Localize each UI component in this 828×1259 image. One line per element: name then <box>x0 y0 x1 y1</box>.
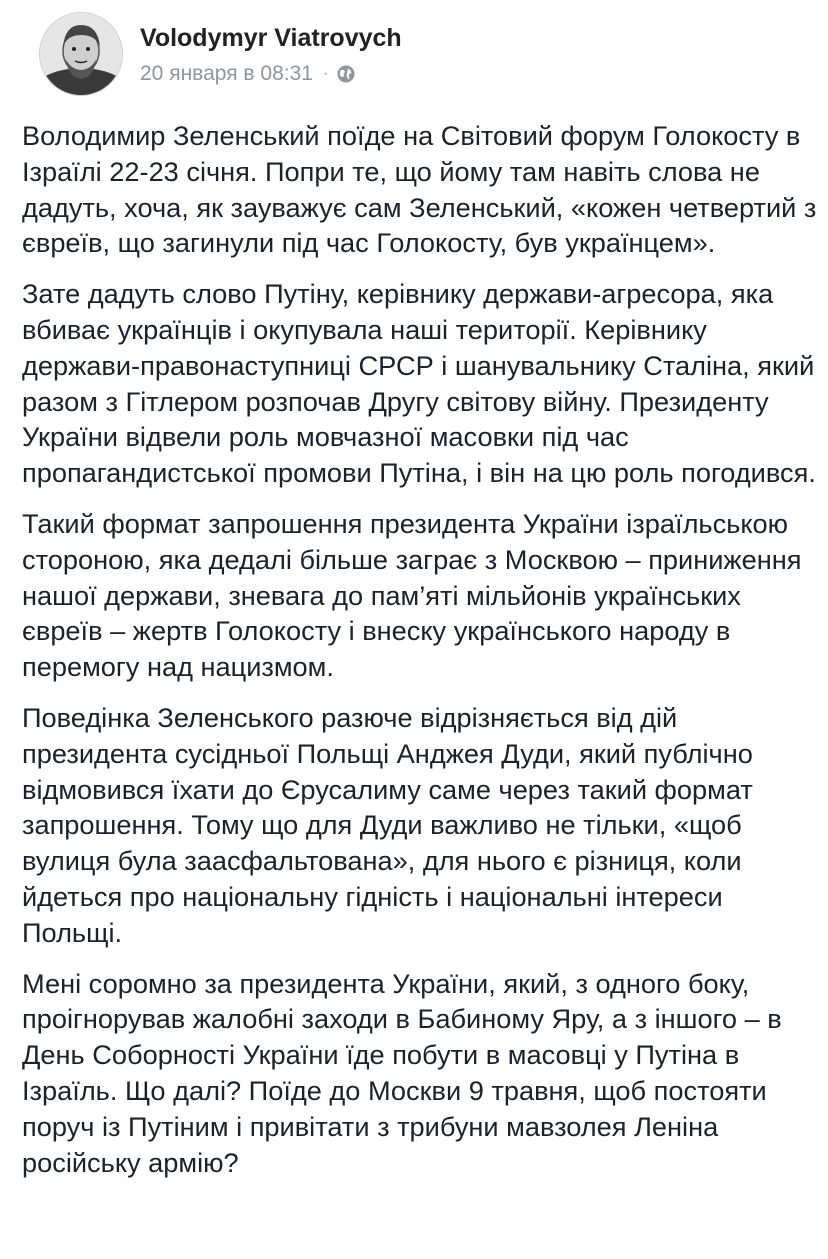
globe-icon[interactable] <box>336 64 356 84</box>
post-timestamp[interactable]: 20 января в 08:31 <box>140 62 313 85</box>
post-paragraph-4: Поведінка Зеленського разюче відрізняється від дій президента сусідньої Польщі Анджея Дуди, який публічно відмовився їхати до Єрусалиму саме через такий формат запрошення. Тому що для Дуди важливо не тільки, «щоб вулиця була заасфальтована», для нього є різниця, коли йдеться про національну гідність і національні інтереси Польщі. <box>22 701 753 948</box>
post-paragraph-1: Володимир Зеленський поїде на Світовий форум Голокосту в Ізраїлі 22-23 січня. Попри те, що йому там навіть слова не дадуть, хоча, як зауважує сам Зеленський, «кожен четвертий з євреїв, що загинули під час Голокосту, був українцем». <box>22 120 817 259</box>
meta-separator: · <box>322 65 329 82</box>
post-paragraph-2: Зате дадуть слово Путіну, керівнику держави-агресора, яка вбиває українців і окупувала наші території. Керівнику держави-правонаступниці СРСР і шанувальнику Сталіна, який разом з Гітлером розпочав Другу світову війну. Президенту України відвели роль мовчазної масовки під час пропагандистської промови Путіна, і він на цю роль погодився. <box>22 278 816 489</box>
post-header <box>22 0 806 110</box>
post-paragraph-5: Мені соромно за президента України, який, з одного боку, проігнорував жалобні заходи в Бабиному Яру, а з іншого – в День Соборності України їде побути в масовці у Путіна в Ізраїль. Що далі? Поїде до Москви 9 травня, щоб постояти поруч із Путіним і привітати з трибуни мавзолея Леніна російську армію? <box>22 967 782 1178</box>
author-name[interactable]: Volodymyr Viatrovych <box>140 24 402 52</box>
post-body <box>22 118 822 1195</box>
post-paragraph-3: Такий формат запрошення президента України ізраїльською стороною, яка дедалі більше заграє з Москвою – приниження нашої держави, зневага до пам’яті мільйонів українських євреїв – жертв Голокосту і внеску українського народу в перемогу над нацизмом. <box>22 507 802 683</box>
post-meta <box>140 62 356 86</box>
author-avatar[interactable] <box>39 12 123 96</box>
avatar-portrait-icon <box>40 13 122 95</box>
